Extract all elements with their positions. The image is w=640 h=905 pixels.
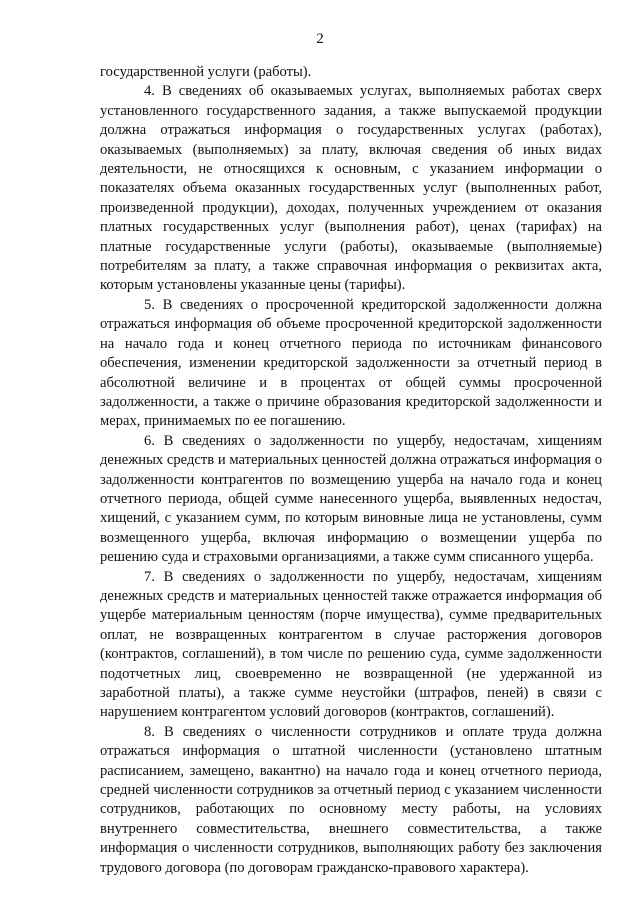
paragraph-item-4: 4. В сведениях об оказываемых услугах, выполняемых работах сверх установленного государственного задания, а также выпускаемой продукции должна отражаться информация о государственных услугах (работах), оказываемых (выполняемых) за плату, включая сведения об иных видах деятельности, не относящихся к основным, с указанием информации о показателях объема оказанных государственных услуг (выполненных работ, произведенной продукции), доходах, полученных учреждением от оказания платных государственных услуг (выполнения работ), ценах (тарифах) на платные государственные услуги (работы), оказываемые (выполняемые) потребителям за плату, а также справочная информация о реквизитах акта, которым установлены указанные цены (тарифы). (100, 83, 602, 294)
paragraph-item-7: 7. В сведениях о задолженности по ущербу, недостачам, хищениям денежных средств и материальных ценностей также отражается информация об ущербе материальным ценностям (порче имущества), сумме предварительных оплат, не возвращенных контрагентом в случае расторжения договоров (контрактов, соглашений), в том числе по решению суда, сумме задолженности подотчетных лиц, своевременно не возвращенной (не удержанной из заработной платы), а также сумме неустойки (штрафов, пеней) в связи с нарушением контрагентом условий договоров (контрактов, соглашений). (100, 568, 602, 721)
paragraph-item-8: 8. В сведениях о численности сотрудников и оплате труда должна отражаться информация о штатной численности (установлено штатным расписанием, замещено, вакантно) на начало года и конец отчетного периода, средней численности сотрудников за отчетный период с указанием численности сотрудников, работающих по основному месту работы, на условиях внутреннего совместительства, внешнего совместительства, а также информация о численности сотрудников, выполняющих работу без заключения трудового договора (по договорам гражданско-правового характера). (100, 723, 602, 876)
paragraph-continuation: государственной услуги (работы). (100, 64, 312, 80)
paragraph-item-5: 5. В сведениях о просроченной кредиторской задолженности должна отражаться информация об объеме просроченной кредиторской задолженности на начало года и конец отчетного периода по источникам финансового обеспечения, изменении кредиторской задолженности за отчетный период в абсолютной величине и в процентах от общей суммы просроченной задолженности, а также о причине образования кредиторской задолженности и мерах, принимаемых по ее погашению. (100, 296, 602, 430)
page-number: 2 (316, 31, 324, 47)
paragraph-item-6: 6. В сведениях о задолженности по ущербу, недостачам, хищениям денежных средств и материальных ценностей должна отражаться информация о задолженности контрагентов по возмещению ущерба на начало года и конец отчетного периода, общей сумме нанесенного ущерба, выявленных недостач, хищений, с указанием сумм, по которым виновные лица не установлены, сумм возмещенного ущерба, включая информацию о возмещении ущерба по решению суда и страховыми организациями, а также сумм списанного ущерба. (100, 432, 602, 566)
document-body (100, 63, 602, 878)
